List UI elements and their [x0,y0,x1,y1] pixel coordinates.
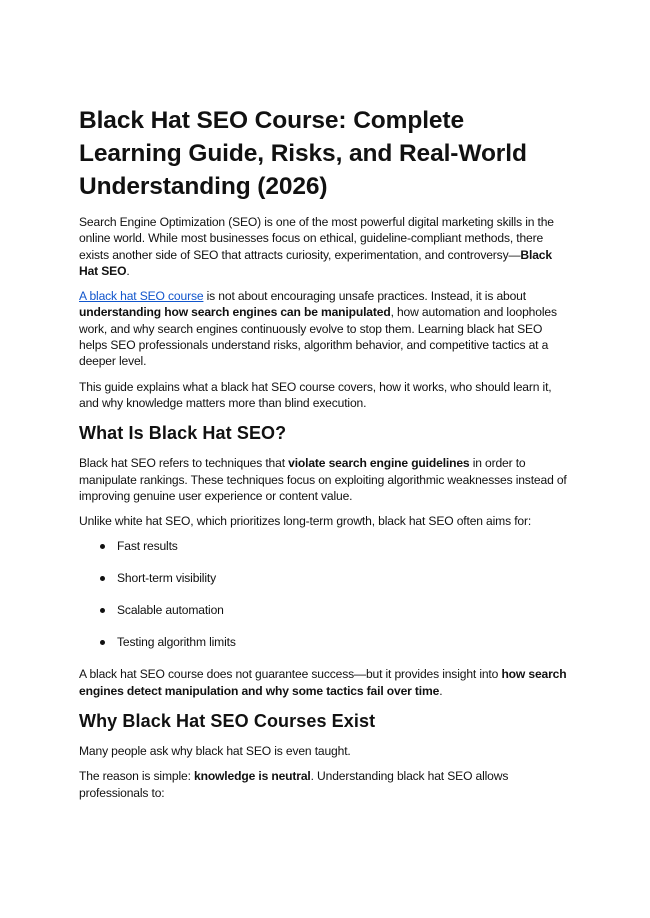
document-page [79,104,569,810]
section-heading-why-courses-exist: Why Black Hat SEO Courses Exist [79,711,376,732]
bullet-icon [100,608,105,613]
black-hat-seo-course-link[interactable]: A black hat SEO course [79,289,204,304]
section2-p2-bold: knowledge is neutral [194,769,311,784]
bullet-icon [100,544,105,549]
list-item-label: Fast results [117,539,178,554]
bullet-icon [100,640,105,645]
aims-bullet-list [79,538,569,650]
section1-p3-text-a: A black hat SEO course does not guarantee success—but it provides insight into [79,667,502,682]
document-title: Black Hat SEO Course: Complete Learning Guide, Risks, and Real-World Understanding (2026) [79,107,527,200]
list-item-label: Scalable automation [117,603,224,618]
list-item [79,538,569,554]
intro-p2-text-a: is not about encouraging unsafe practices. Instead, it is about [203,289,526,304]
intro-p1-bold: Black Hat SEO [79,247,552,278]
section2-p2-text-b: . Understanding black hat SEO allows professionals to: [79,769,509,800]
section1-p1-text-b: in order to manipulate rankings. These techniques focus on exploiting algorithmic weaknesses instead of improving genuine user experience or content value. [79,456,567,503]
list-item-label: Short-term visibility [117,571,216,586]
section1-p3-bold: how search engines detect manipulation and why some tactics fail over time [79,667,567,698]
intro-paragraph-1 [79,214,569,279]
section1-paragraph-2: Unlike white hat SEO, which prioritizes long-term growth, black hat SEO often aims for: [79,514,532,529]
list-item [79,634,569,650]
section2-paragraph-1: Many people ask why black hat SEO is even taught. [79,744,351,759]
section1-p1-text-a: Black hat SEO refers to techniques that [79,456,289,471]
section1-p1-bold: violate search engine guidelines [288,456,470,471]
section-heading-what-is: What Is Black Hat SEO? [79,423,287,444]
section2-p2-text-a: The reason is simple: [79,769,194,784]
intro-p1-text: Search Engine Optimization (SEO) is one of the most powerful digital marketing skills in the online world. While most businesses focus on ethical, guideline-compliant methods, there exists another side of SEO that attracts curiosity, experimentation, and controversy— [79,215,554,262]
intro-p2-text-b: , how automation and loopholes work, and why search engines continuously evolve to stop them. Learning black hat SEO helps SEO professionals understand risks, algorithm behavior, and competitive tactics at a deeper level. [79,305,557,369]
list-item-label: Testing algorithm limits [117,635,236,650]
intro-paragraph-3: This guide explains what a black hat SEO course covers, how it works, who should learn it, and why knowledge matters more than blind execution. [79,379,552,410]
intro-p2-bold: understanding how search engines can be manipulated [79,305,391,320]
list-item [79,570,569,586]
bullet-icon [100,576,105,581]
intro-paragraph-2 [79,288,569,369]
list-item [79,602,569,618]
section1-paragraph-1 [79,455,569,504]
section1-p3-end: . [439,683,443,698]
section1-paragraph-3 [79,666,569,699]
intro-p1-end: . [126,263,130,278]
section2-paragraph-2 [79,768,569,801]
